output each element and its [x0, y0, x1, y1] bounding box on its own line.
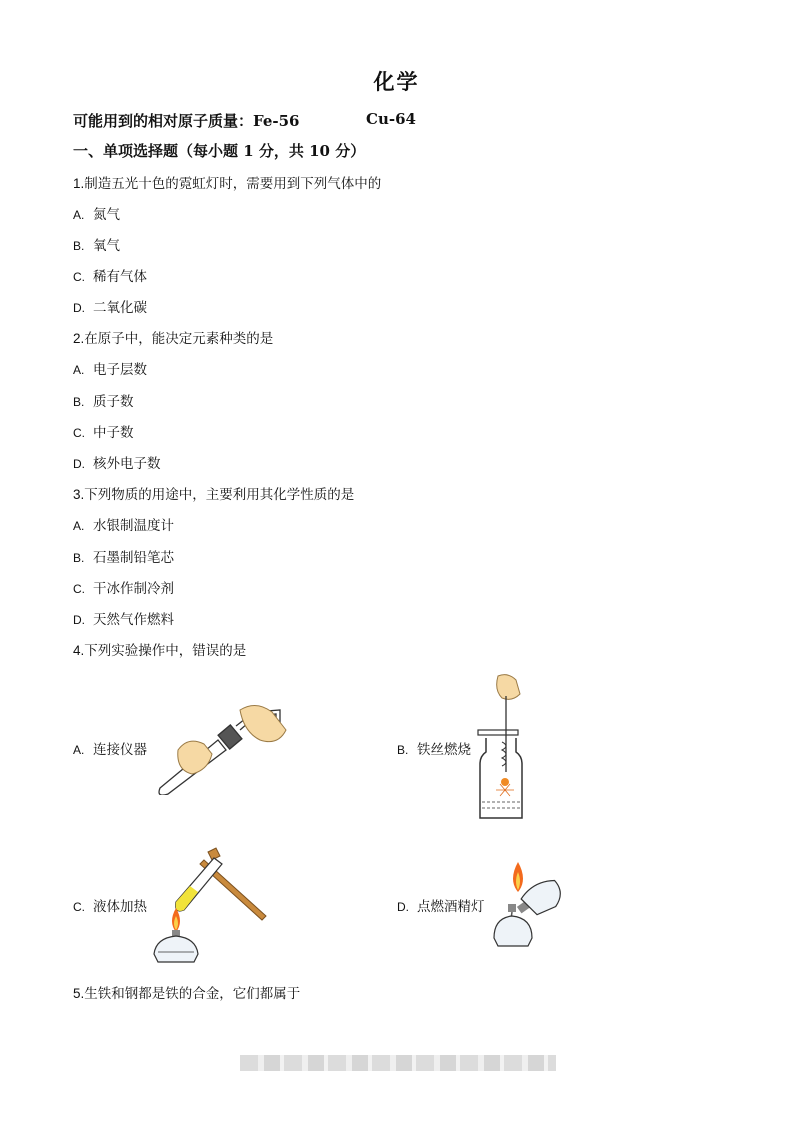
q3-option-c[interactable] [73, 577, 174, 597]
option-text: 液体加热 [93, 899, 147, 915]
option-text: 中子数 [93, 425, 134, 441]
option-letter: D. [73, 457, 85, 471]
option-letter: B. [73, 239, 85, 253]
question-text: 制造五光十色的霓虹灯时，需要用到下列气体中的 [84, 176, 382, 192]
option-text: 氮气 [93, 207, 120, 223]
option-letter: C. [73, 900, 85, 914]
option-letter: C. [73, 270, 85, 284]
connect-apparatus-figure [148, 700, 290, 795]
option-letter: B. [73, 551, 85, 565]
blurred-watermark [240, 1055, 556, 1071]
question-1 [73, 172, 381, 192]
question-number: 2. [73, 331, 85, 346]
section-heading: 一、单项选择题（每小题 1 分，共 10 分） [73, 142, 366, 160]
q1-option-a[interactable] [73, 203, 120, 223]
option-text: 稀有气体 [93, 269, 147, 285]
question-text: 下列物质的用途中，主要利用其化学性质的是 [84, 487, 355, 503]
option-letter: C. [73, 426, 85, 440]
q4-option-b[interactable] [397, 738, 471, 758]
q4-option-d[interactable] [397, 895, 485, 915]
q1-option-d[interactable] [73, 296, 147, 316]
atomic-mass-line: 可能用到的相对原子质量：Fe-56 [73, 112, 300, 130]
option-text: 干冰作制冷剂 [93, 581, 174, 597]
question-2 [73, 327, 273, 347]
question-number: 3. [73, 487, 85, 502]
atomic-mass-cu: Cu-64 [366, 110, 416, 128]
q3-option-d[interactable] [73, 608, 174, 628]
option-letter: D. [73, 613, 85, 627]
q4-option-a[interactable] [73, 738, 147, 758]
q2-option-a[interactable] [73, 358, 147, 378]
option-letter: A. [73, 743, 85, 757]
question-text: 在原子中，能决定元素种类的是 [84, 331, 274, 347]
option-text: 铁丝燃烧 [417, 742, 471, 758]
q2-option-d[interactable] [73, 452, 161, 472]
lighting-alcohol-lamp-figure [488, 858, 568, 950]
option-text: 点燃酒精灯 [417, 899, 485, 915]
iron-wire-burning-figure [472, 672, 532, 822]
option-text: 连接仪器 [93, 742, 147, 758]
page-title: 化学 [373, 69, 420, 94]
q3-option-b[interactable] [73, 546, 174, 566]
option-letter: A. [73, 208, 85, 222]
option-letter: A. [73, 363, 85, 377]
option-text: 天然气作燃料 [93, 612, 174, 628]
option-letter: A. [73, 519, 85, 533]
option-text: 核外电子数 [93, 456, 161, 472]
q4-option-c[interactable] [73, 895, 147, 915]
q1-option-c[interactable] [73, 265, 147, 285]
question-number: 4. [73, 643, 85, 658]
option-letter: D. [73, 301, 85, 315]
option-text: 电子层数 [93, 362, 147, 378]
question-5 [73, 982, 300, 1002]
question-text: 下列实验操作中，错误的是 [84, 643, 247, 659]
q1-option-b[interactable] [73, 234, 120, 254]
option-text: 二氧化碳 [93, 300, 147, 316]
question-number: 5. [73, 986, 85, 1001]
option-text: 氧气 [93, 238, 120, 254]
question-number: 1. [73, 176, 85, 191]
option-letter: B. [397, 743, 409, 757]
option-letter: D. [397, 900, 409, 914]
question-3 [73, 483, 354, 503]
option-text: 水银制温度计 [93, 518, 174, 534]
question-4 [73, 639, 246, 659]
option-letter: B. [73, 395, 85, 409]
q3-option-a[interactable] [73, 514, 174, 534]
option-letter: C. [73, 582, 85, 596]
option-text: 质子数 [93, 394, 134, 410]
question-text: 生铁和钢都是铁的合金，它们都属于 [84, 986, 301, 1002]
q2-option-b[interactable] [73, 390, 134, 410]
q2-option-c[interactable] [73, 421, 134, 441]
option-text: 石墨制铅笔芯 [93, 550, 174, 566]
heating-liquid-figure [146, 842, 270, 968]
